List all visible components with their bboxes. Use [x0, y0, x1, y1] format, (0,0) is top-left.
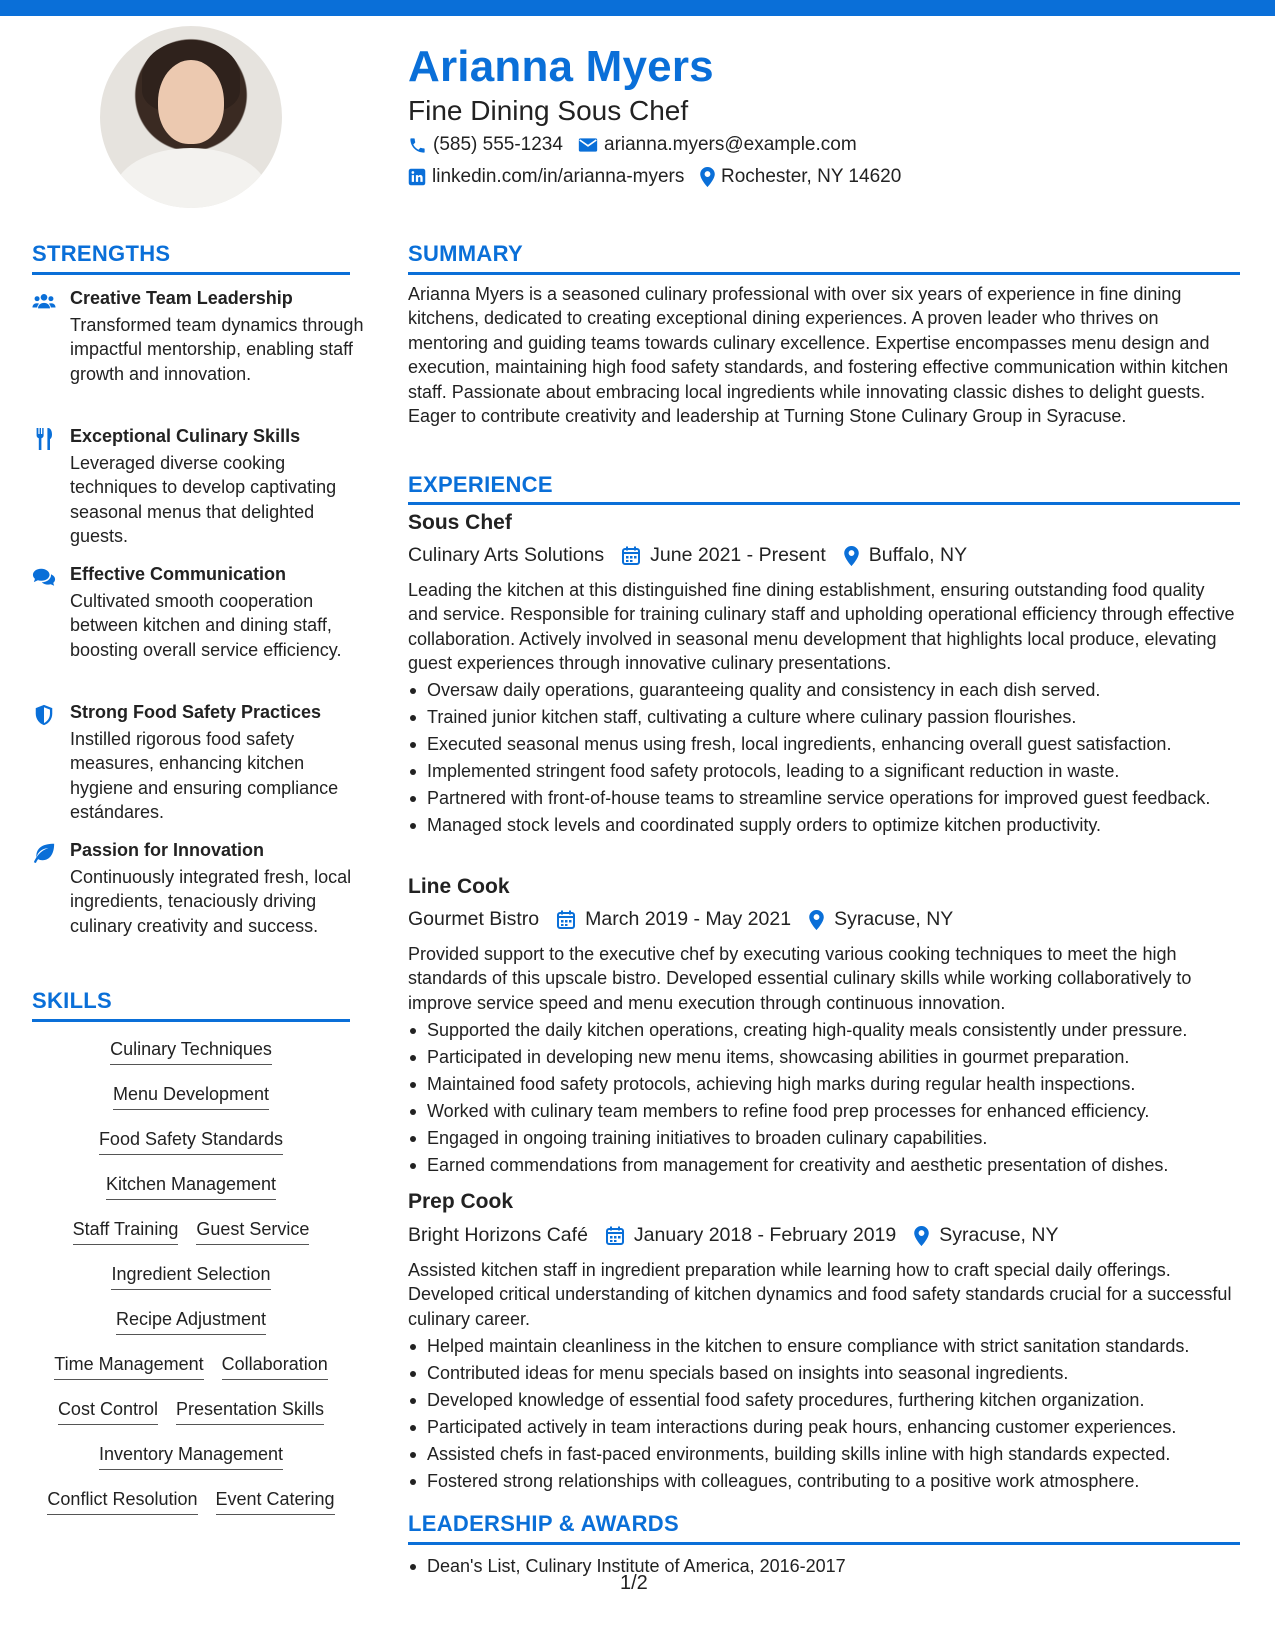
summary-text: Arianna Myers is a seasoned culinary professional with over six years of experience in fine dining kitchens, dedicated to creating exceptional dining experiences. A proven leader who thrives on mentoring and guiding teams towards culinary excellence. Expertise encompasses menu design and execution, maintaining high food safety standards, and fostering effective communication within kitchen staff. Passionate about embracing local ingredients while innovating classic dishes to delight guests. Eager to contribute creativity and leadership at Turning Stone Culinary Group in Syracuse. [408, 284, 1229, 427]
job-location: Syracuse, NY [834, 908, 954, 930]
chat-icon [32, 566, 56, 588]
list-item: Earned commendations from management for creativity and aesthetic presentation of dishes. [408, 1153, 1238, 1177]
job-bullets [408, 1018, 1238, 1180]
strength-desc: Leveraged diverse cooking techniques to develop captivating seasonal menus that delighted guests. [70, 453, 337, 547]
awards-rule [408, 1542, 1240, 1545]
job-description: Provided support to the executive chef by executing various cooking techniques to meet the high standards of this upscale bistro. Developed essential culinary skills while working collaboratively to improve service speed and menu execution through continuous innovation. [408, 944, 1192, 1013]
strength-title: Effective Communication [70, 564, 287, 584]
strength-title: Passion for Innovation [70, 840, 265, 860]
job-title: Line Cook [408, 875, 510, 898]
skill-tag: Recipe Adjustment [116, 1309, 266, 1335]
map-pin-icon [809, 910, 824, 930]
job-meta [408, 544, 967, 567]
list-item: Contributed ideas for menu specials based on insights into seasonal ingredients. [408, 1361, 1238, 1385]
profile-photo [100, 26, 282, 208]
skills-heading: SKILLS [32, 988, 113, 1013]
phone-text: (585) 555-1234 [433, 134, 563, 155]
phone-icon [408, 136, 427, 155]
job-dates: March 2019 - May 2021 [585, 908, 792, 930]
skill-tag: Staff Training [73, 1219, 179, 1245]
strength-desc: Cultivated smooth cooperation between kitchen and dining staff, boosting overall service efficiency. [70, 591, 342, 660]
job-bullets [408, 678, 1238, 840]
skill-tag: Inventory Management [99, 1444, 283, 1470]
job-meta [408, 1224, 1058, 1247]
skill-tag: Collaboration [222, 1354, 328, 1380]
page-number: 1/2 [620, 1572, 648, 1594]
list-item: Helped maintain cleanliness in the kitchen to ensure compliance with strict sanitation standards. [408, 1334, 1238, 1358]
list-item: Dean's List, Culinary Institute of America, 2016-2017 [408, 1554, 1238, 1578]
skill-tag: Ingredient Selection [111, 1264, 270, 1290]
list-item: Supported the daily kitchen operations, creating high-quality meals consistently under pressure. [408, 1018, 1238, 1042]
awards-list [408, 1554, 1238, 1581]
shield-icon [32, 704, 56, 726]
map-pin-icon [914, 1226, 929, 1246]
job-dates: January 2018 - February 2019 [633, 1224, 897, 1246]
location-contact [700, 166, 901, 188]
list-item: Participated actively in team interactions during peak hours, enhancing customer experiences. [408, 1415, 1238, 1439]
list-item: Engaged in ongoing training initiatives to broaden culinary capabilities. [408, 1126, 1238, 1150]
job-title: Prep Cook [408, 1190, 514, 1213]
email-contact[interactable] [578, 134, 857, 156]
skill-tag: Food Safety Standards [99, 1129, 283, 1155]
summary-rule [408, 272, 1240, 275]
skills-rule [32, 1019, 350, 1022]
skill-tag: Time Management [54, 1354, 203, 1380]
list-item: Executed seasonal menus using fresh, local ingredients, enhancing overall guest satisfaction. [408, 732, 1238, 756]
leaf-icon [32, 842, 56, 864]
skill-tag: Kitchen Management [106, 1174, 276, 1200]
experience-rule [408, 502, 1240, 505]
calendar-icon [606, 1226, 624, 1245]
envelope-icon [578, 137, 598, 153]
awards-heading: LEADERSHIP & AWARDS [408, 1511, 679, 1536]
list-item: Managed stock levels and coordinated supply orders to optimize kitchen productivity. [408, 813, 1238, 837]
strengths-heading: STRENGTHS [32, 241, 171, 266]
linkedin-text[interactable]: linkedin.com/in/arianna-myers [432, 166, 685, 187]
calendar-icon [622, 546, 640, 565]
list-item: Fostered strong relationships with colleagues, contributing to a positive work atmosphere. [408, 1469, 1238, 1493]
skill-tag: Guest Service [196, 1219, 309, 1245]
job-location: Buffalo, NY [868, 544, 968, 566]
skill-tag: Presentation Skills [176, 1399, 324, 1425]
list-item: Partnered with front-of-house teams to streamline service operations for improved guest feedback. [408, 786, 1238, 810]
skill-tag: Menu Development [113, 1084, 269, 1110]
strength-title: Exceptional Culinary Skills [70, 426, 301, 446]
job-description: Leading the kitchen at this distinguished fine dining establishment, ensuring outstanding food quality and service. Responsible for training culinary staff and upholding operational efficiency through effective collaboration. Actively involved in seasonal menu development that highlights local produce, elevating guest experiences through innovative culinary presentations. [408, 580, 1235, 674]
list-item: Developed knowledge of essential food safety procedures, furthering kitchen organization. [408, 1388, 1238, 1412]
linkedin-contact[interactable] [408, 166, 684, 188]
list-item: Assisted chefs in fast-paced environments, building skills inline with high standards expected. [408, 1442, 1238, 1466]
job-bullets [408, 1334, 1238, 1496]
map-pin-icon [844, 546, 859, 566]
list-item: Worked with culinary team members to refine food prep processes for enhanced efficiency. [408, 1099, 1238, 1123]
job-company: Gourmet Bistro [408, 908, 540, 930]
skill-tag: Cost Control [58, 1399, 158, 1425]
users-icon [32, 290, 56, 312]
top-accent-bar [0, 0, 1275, 16]
linkedin-icon [408, 168, 426, 186]
job-dates: June 2021 - Present [650, 544, 826, 566]
strength-desc: Instilled rigorous food safety measures, enhancing kitchen hygiene and ensuring compliance estándares. [70, 729, 339, 823]
candidate-name: Arianna Myers [408, 42, 714, 91]
strength-title: Creative Team Leadership [70, 288, 293, 308]
list-item: Trained junior kitchen staff, cultivating a culture where culinary passion flourishes. [408, 705, 1238, 729]
candidate-title: Fine Dining Sous Chef [408, 95, 689, 126]
summary-heading: SUMMARY [408, 241, 523, 266]
list-item: Oversaw daily operations, guaranteeing quality and consistency in each dish served. [408, 678, 1238, 702]
skill-tag: Conflict Resolution [47, 1489, 197, 1515]
list-item: Participated in developing new menu items, showcasing abilities in gourmet preparation. [408, 1045, 1238, 1069]
list-item: Maintained food safety protocols, achieving high marks during regular health inspections. [408, 1072, 1238, 1096]
strength-title: Strong Food Safety Practices [70, 702, 322, 722]
list-item: Implemented stringent food safety protocols, leading to a significant reduction in waste. [408, 759, 1238, 783]
job-location: Syracuse, NY [939, 1224, 1059, 1246]
skill-tag: Culinary Techniques [110, 1039, 272, 1065]
job-company: Culinary Arts Solutions [408, 544, 605, 566]
job-company: Bright Horizons Café [408, 1224, 588, 1246]
strength-desc: Continuously integrated fresh, local ingredients, tenaciously driving culinary creativity and success. [70, 867, 352, 936]
job-title: Sous Chef [408, 511, 512, 534]
email-text[interactable]: arianna.myers@example.com [604, 134, 857, 155]
location-text: Rochester, NY 14620 [721, 166, 902, 187]
calendar-icon [557, 910, 575, 929]
utensils-icon [32, 428, 56, 450]
map-pin-icon [700, 167, 715, 187]
strengths-rule [32, 272, 350, 275]
job-description: Assisted kitchen staff in ingredient preparation while learning how to craft special daily offerings. Developed critical understanding of kitchen dynamics and food safety standards crucial for a successful culinary career. [408, 1260, 1232, 1329]
skill-tag: Event Catering [216, 1489, 335, 1515]
phone-contact [408, 134, 563, 156]
strength-desc: Transformed team dynamics through impactful mentorship, enabling staff growth and innovation. [70, 315, 364, 384]
experience-heading: EXPERIENCE [408, 472, 553, 497]
job-meta [408, 908, 953, 931]
